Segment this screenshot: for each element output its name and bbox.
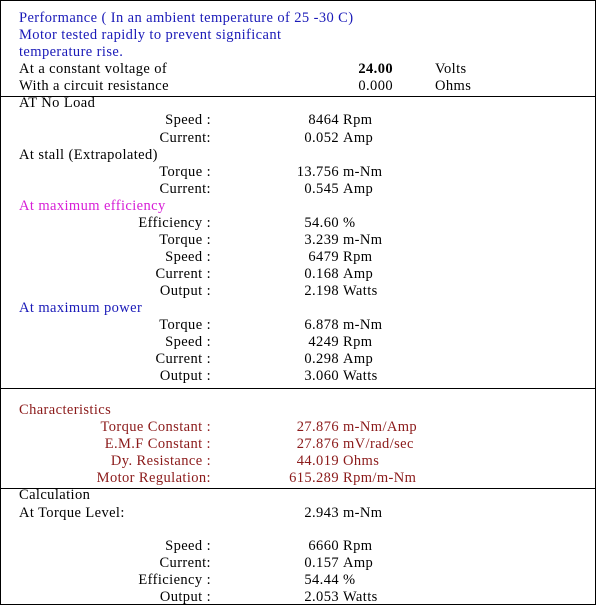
max-eff-speed-label: Speed : (165, 249, 211, 265)
max-pow-output-label: Output : (159, 368, 211, 384)
char-dy-resistance-label: Dy. Resistance : (110, 453, 211, 469)
characteristics-title: Characteristics (19, 402, 112, 418)
stall-title: At stall (Extrapolated) (19, 147, 158, 163)
calc-efficiency-unit: % (343, 572, 356, 588)
char-emf-constant-value: 27.876 (296, 436, 339, 452)
calc-speed-unit: Rpm (343, 538, 373, 554)
char-dy-resistance-unit: Ohms (343, 453, 380, 469)
max-eff-torque-value: 3.239 (304, 232, 339, 248)
no-load-speed-value: 8464 (308, 112, 339, 128)
header-line-3: temperature rise. (19, 44, 124, 60)
max-pow-torque-label: Torque : (159, 317, 211, 333)
calc-speed-label: Speed : (165, 538, 211, 554)
max-eff-current-value: 0.168 (304, 266, 339, 282)
max-pow-current-value: 0.298 (304, 351, 339, 367)
max-eff-speed-value: 6479 (308, 249, 339, 265)
max-pow-speed-label: Speed : (165, 334, 211, 350)
resistance-label: With a circuit resistance (19, 78, 169, 94)
calc-output-value: 2.053 (304, 589, 339, 605)
calc-efficiency-value: 54.44 (304, 572, 339, 588)
stall-torque-value: 13.756 (296, 164, 339, 180)
char-torque-constant-label: Torque Constant : (100, 419, 211, 435)
no-load-title: AT No Load (19, 95, 96, 111)
voltage-label: At a constant voltage of (19, 61, 168, 77)
torque-level-label: At Torque Level: (19, 505, 125, 521)
max-eff-output-label: Output : (159, 283, 211, 299)
no-load-speed-label: Speed : (165, 112, 211, 128)
stall-torque-label: Torque : (159, 164, 211, 180)
max-eff-current-label: Current : (155, 266, 211, 282)
max-pow-output-value: 3.060 (304, 368, 339, 384)
calc-efficiency-label: Efficiency : (138, 572, 211, 588)
max-eff-output-unit: Watts (343, 283, 378, 299)
max-eff-efficiency-value: 54.60 (304, 215, 339, 231)
char-emf-constant-unit: mV/rad/sec (343, 436, 414, 452)
max-pow-torque-unit: m-Nm (343, 317, 383, 333)
divider-characteristics (1, 388, 595, 389)
no-load-current-value: 0.052 (304, 130, 339, 146)
calc-output-label: Output : (159, 589, 211, 605)
char-torque-constant-unit: m-Nm/Amp (343, 419, 418, 435)
stall-torque-unit: m-Nm (343, 164, 383, 180)
max-pow-current-label: Current : (155, 351, 211, 367)
calc-current-unit: Amp (343, 555, 374, 571)
torque-level-unit: m-Nm (343, 505, 383, 521)
max-eff-torque-unit: m-Nm (343, 232, 383, 248)
max-pow-speed-unit: Rpm (343, 334, 373, 350)
no-load-current-label: Current: (159, 130, 211, 146)
resistance-value: 0.000 (358, 78, 393, 94)
max-pow-torque-value: 6.878 (304, 317, 339, 333)
max-eff-efficiency-unit: % (343, 215, 356, 231)
max-efficiency-title: At maximum efficiency (19, 198, 166, 214)
max-pow-current-unit: Amp (343, 351, 374, 367)
max-eff-current-unit: Amp (343, 266, 374, 282)
max-eff-speed-unit: Rpm (343, 249, 373, 265)
calc-output-unit: Watts (343, 589, 378, 605)
max-pow-output-unit: Watts (343, 368, 378, 384)
calc-speed-value: 6660 (308, 538, 339, 554)
header-line-1: Performance ( In an ambient temperature of 25 -30 C) (19, 10, 354, 26)
voltage-value: 24.00 (358, 61, 393, 77)
voltage-unit: Volts (435, 61, 467, 77)
max-eff-efficiency-label: Efficiency : (138, 215, 211, 231)
char-dy-resistance-value: 44.019 (296, 453, 339, 469)
char-motor-regulation-value: 615.289 (289, 470, 339, 486)
char-motor-regulation-unit: Rpm/m-Nm (343, 470, 417, 486)
header-line-2: Motor tested rapidly to prevent significant (19, 27, 282, 43)
stall-current-label: Current: (159, 181, 211, 197)
no-load-current-unit: Amp (343, 130, 374, 146)
max-pow-speed-value: 4249 (308, 334, 339, 350)
char-torque-constant-value: 27.876 (296, 419, 339, 435)
torque-level-value: 2.943 (304, 505, 339, 521)
max-eff-output-value: 2.198 (304, 283, 339, 299)
no-load-speed-unit: Rpm (343, 112, 373, 128)
char-emf-constant-label: E.M.F Constant : (104, 436, 211, 452)
stall-current-value: 0.545 (304, 181, 339, 197)
calculation-title: Calculation (19, 487, 91, 503)
char-motor-regulation-label: Motor Regulation: (96, 470, 211, 486)
stall-current-unit: Amp (343, 181, 374, 197)
max-power-title: At maximum power (19, 300, 143, 316)
calc-current-label: Current: (159, 555, 211, 571)
calc-current-value: 0.157 (304, 555, 339, 571)
resistance-unit: Ohms (435, 78, 472, 94)
max-eff-torque-label: Torque : (159, 232, 211, 248)
